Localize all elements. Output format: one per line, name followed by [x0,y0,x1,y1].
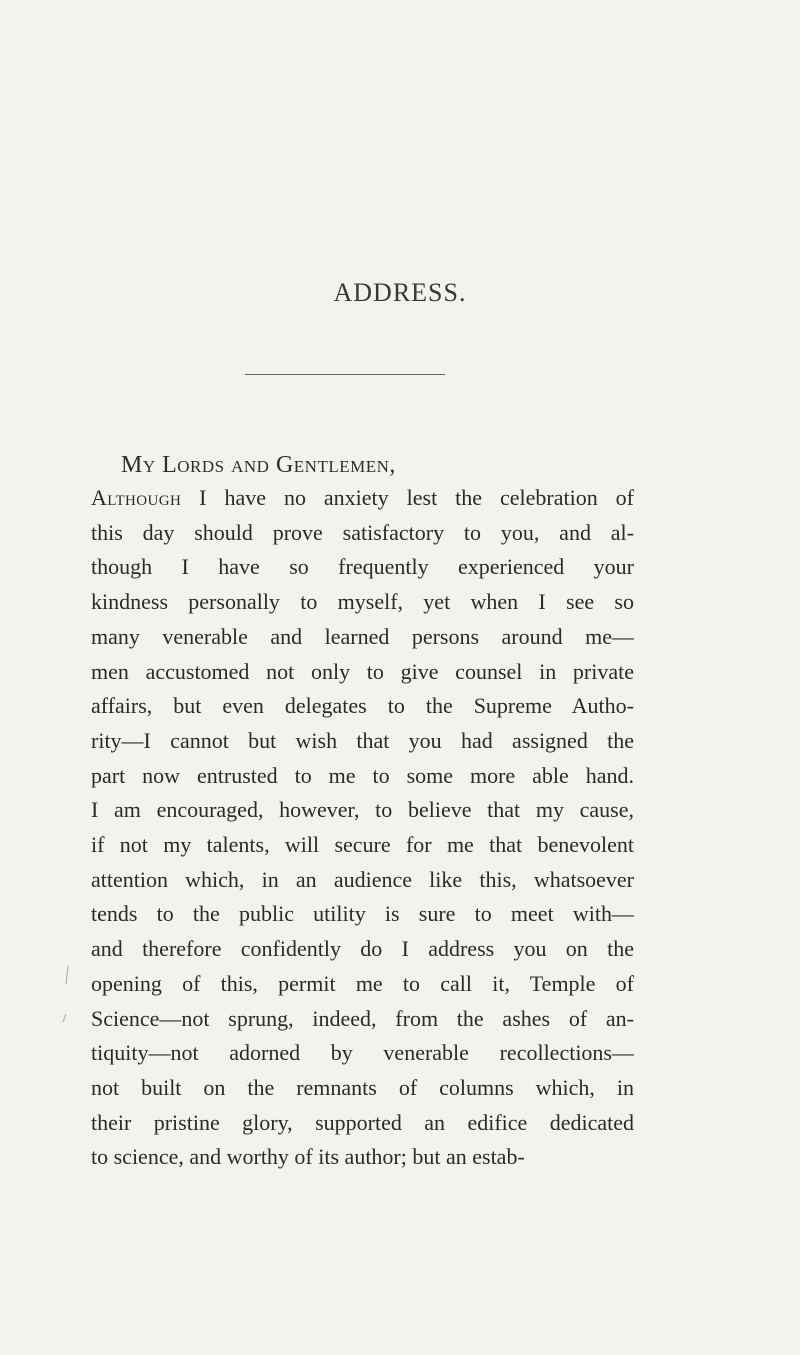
body-line: this day should prove satisfactory to you, and al- [91,519,634,545]
body-line: though I have so frequently experienced your [91,554,634,580]
body-line: Science—not sprung, indeed, from the ashes of an- [91,1005,634,1031]
body-line: many venerable and learned persons around me— [91,623,634,649]
body-line: tends to the public utility is sure to meet with— [91,901,634,927]
body-line [91,481,634,516]
body-line: kindness personally to myself, yet when I see so [91,589,634,615]
body-line: if not my talents, will secure for me that benevolent [91,832,634,858]
heading-rule [245,374,445,375]
body-line: affairs, but even delegates to the Supreme Autho- [91,693,634,719]
body-line: attention which, in an audience like this, whatsoever [91,866,634,892]
body-line: men accustomed not only to give counsel in private [91,658,634,684]
body-line: opening of this, permit me to call it, Temple of [91,970,634,996]
body-line: rity—I cannot but wish that you had assigned the [91,727,634,753]
body-line: to science, and worthy of its author; but an estab- [91,1144,525,1170]
margin-pencil-mark [58,964,72,1024]
page-heading: ADDRESS. [333,278,467,307]
body-line: their pristine glory, supported an edifice dedicated [91,1109,634,1135]
body-line: and therefore confidently do I address you on the [91,936,634,962]
opening-word: Although [91,485,182,510]
body-line: not built on the remnants of columns which, in [91,1074,634,1100]
address-body [91,481,634,1175]
body-line: I am encouraged, however, to believe that my cause, [91,797,634,823]
body-line: part now entrusted to me to some more able hand. [91,762,634,788]
body-line-text: I have no anxiety lest the celebration of [181,485,634,510]
body-line: tiquity—not adorned by venerable recollections— [91,1040,634,1066]
salutation: My Lords and Gentlemen, [121,452,396,478]
